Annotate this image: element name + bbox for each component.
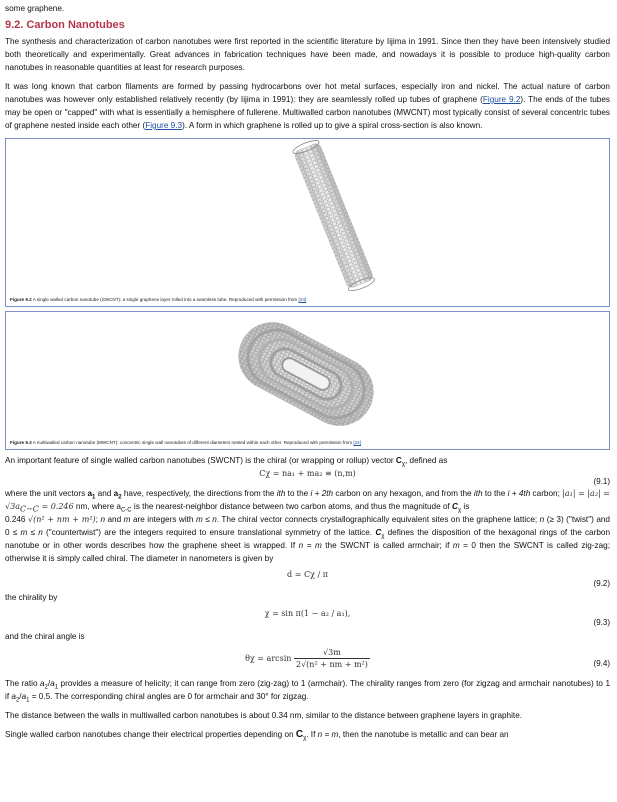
equation-9-2 — [5, 565, 610, 591]
text-run: carbon; — [530, 489, 563, 498]
top-text: some graphene. — [5, 4, 65, 13]
text-run: ith — [473, 489, 483, 498]
fraction — [294, 647, 370, 670]
text-run: and — [95, 489, 114, 498]
paragraph-filaments — [5, 80, 610, 132]
figure-mwcnt — [5, 311, 610, 450]
text-run: ). The ends of the tubes may be open or "capped" with what is essentially a hemisphere of fullerene. Multiwalled carbon nanotubes (MWCNT) most typically consist of several concentric tubes of graphene nested inside each other ( — [5, 95, 610, 130]
subscript: χ — [303, 735, 307, 742]
subscript: 2 — [15, 697, 20, 704]
text-run: and — [105, 515, 124, 524]
math-inline: √(n² + nm + m²) — [28, 515, 96, 524]
text-run: Single walled carbon nanotubes change their electrical properties depending on — [5, 730, 296, 739]
equation-number: (9.3) — [593, 618, 610, 627]
math-inline: = 0.246 — [38, 502, 74, 511]
text-run: It was long known that carbon filaments are formed by passing hydrocarbons over hot metal surfaces, especially iron and nickel. The actual nature of carbon nanotubes was however only established relatively recently (by Iijima in 1991): they are seamlessly rolled up tubes of graphene ( — [5, 82, 610, 104]
chiral-vector-symbol: C — [452, 502, 458, 511]
text-run: . The chiral vector connects crystallographically equivalent sites on the graphene lattice; — [216, 515, 540, 524]
figure-9-2-link[interactable]: Figure 9.2 — [482, 95, 521, 104]
caption-text: A multiwalled carbon nanotube (MWCNT): concentric single wall nanotubes of different diameters nested within each other. Reproduced with permission from — [31, 440, 354, 445]
text-run: carbon on any hexagon, and from the — [333, 489, 474, 498]
paragraph-electrical — [5, 728, 610, 741]
figure-9-2-caption — [10, 297, 306, 303]
mwcnt-illustration — [6, 312, 609, 447]
equation-number: (9.1) — [593, 477, 610, 486]
text-run: i + 4th — [507, 489, 531, 498]
equation-number: (9.4) — [593, 659, 610, 668]
text-run: where the unit vectors — [5, 489, 88, 498]
paragraph-chirality: the chirality by — [5, 593, 58, 602]
equation-9-1 — [5, 467, 610, 487]
equation-lhs: θχ = arcsin — [245, 654, 292, 663]
paragraph-helicity — [5, 677, 610, 703]
var-a: a — [39, 679, 45, 688]
paragraph-chiral-vector — [5, 454, 610, 467]
text-run: / — [47, 679, 51, 688]
chiral-vector-symbol: C — [395, 456, 402, 465]
var-n: n — [38, 528, 43, 537]
text-run: ; — [95, 515, 101, 524]
text-run: is the nearest-neighbor distance between two carbon atoms, and thus the magnitude of — [131, 502, 453, 511]
text-run: are integers with — [130, 515, 196, 524]
subscript: 1 — [54, 684, 59, 691]
var-a: a — [21, 692, 27, 701]
text-run: / — [19, 692, 22, 701]
equation-text: Cχ = na₁ + ma₂ ≡ (n,m) — [259, 469, 356, 478]
figure-9-3-caption — [10, 440, 361, 446]
paragraph-intro: The synthesis and characterization of carbon nanotubes were first reported in the scientific literature by Iijima in 1991. Since then they have been intensively studied both theoretically and experimentally. Great advances in fabrication techniques have been made, and nowadays it is possible to produce high-quality carbon nanotubes in reasonable quantities at least for research purposes. — [5, 37, 610, 72]
subscript: C−C — [19, 504, 39, 514]
text-run: . If — [306, 730, 318, 739]
subscript: χ — [401, 461, 405, 468]
var-m: m — [452, 541, 460, 550]
text-run: provides a measure of helicity; it can range from zero (zig-zag) to 1 (armchair). The chirality ranges from zero (for zigzag and armchair nanotubes) to 1 if — [5, 679, 610, 701]
text-run: i + 2th — [310, 489, 334, 498]
var-m: m — [123, 515, 131, 524]
vector-a1: a — [87, 489, 93, 498]
fraction-numerator: √3m — [294, 647, 370, 659]
equation-text: χ = sin π(1 − a₂ / a₁), — [264, 609, 351, 618]
text-run: ). A form in which graphene is rolled up to give a spiral cross-section is also known. — [182, 121, 483, 130]
swcnt-illustration — [6, 139, 609, 304]
subscript: 1 — [26, 697, 30, 704]
text-run: is — [461, 502, 470, 511]
subscript: χ — [457, 507, 462, 514]
math-inline: n = m — [317, 730, 339, 739]
text-run: An important feature of single walled carbon nanotubes (SWCNT) is the chiral (or wrapping or rollup) vector — [5, 456, 396, 465]
var-a: a — [50, 679, 55, 688]
figure-label: Figure 9.3 — [10, 440, 32, 445]
text-run: ≤ — [27, 528, 39, 537]
text-run: (≥ 3) ("twist") and 0 ≤ — [5, 515, 610, 537]
paragraph-wall-distance: The distance between the walls in multiwalled carbon nanotubes is about 0.34 nm, similar to the distance between graphene layers in graphite. — [5, 711, 523, 720]
subscript: 2 — [118, 494, 122, 501]
text-run: ("countertwist") are the integers required to ensure translational symmetry of the lattice. — [42, 528, 376, 537]
reference-link[interactable]: [24] — [353, 440, 362, 445]
subscript: C-C — [120, 507, 132, 514]
vector-a2: a — [113, 489, 119, 498]
chiral-vector-symbol: C — [375, 528, 382, 537]
fraction-denominator: 2√(n² + nm + m²) — [295, 660, 368, 669]
paragraph-chiral-angle: and the chiral angle is — [5, 632, 85, 641]
var-a: a — [11, 692, 16, 701]
text-run: = 0.5. The corresponding chiral angles are 0 for armchair and 30° for zigzag. — [29, 692, 309, 701]
text-run: 0.246 — [5, 515, 26, 524]
text-run: , defined as — [404, 456, 448, 465]
figure-label: Figure 9.2 — [10, 297, 32, 302]
equation-text: d = Cχ / π — [287, 570, 328, 579]
text-run: The ratio — [5, 679, 40, 688]
figure-9-3-link[interactable]: Figure 9.3 — [145, 121, 183, 130]
text-run: the SWCNT is called armchair; if — [321, 541, 453, 550]
text-run: ith — [276, 489, 286, 498]
math-inline: |a₁| = |a₂| = √3a — [5, 489, 610, 511]
equation-9-3 — [5, 604, 610, 630]
var-n: n — [539, 515, 545, 524]
text-run: have, respectively, the directions from the — [121, 489, 277, 498]
caption-text: A single walled carbon nanotube (SWCNT): a single graphene layer rolled into a seamless tube. Reproduced with permission from — [31, 297, 299, 302]
equation-9-4 — [5, 643, 610, 677]
subscript: 1 — [92, 494, 96, 501]
text-run: nm, where a — [73, 502, 121, 511]
math-inline: n = m — [298, 541, 322, 550]
page — [5, 2, 610, 741]
section-title: 9.2. Carbon Nanotubes — [5, 19, 125, 31]
text-run: = 0 then the SWCNT is called zig-zag; otherwise it is simply called chiral. The diameter in nanometers is given by — [5, 541, 610, 563]
figure-swcnt — [5, 138, 610, 307]
reference-link[interactable]: [24] — [298, 297, 307, 302]
var-m: m — [20, 528, 28, 537]
text-run: to the — [285, 489, 311, 498]
text-run: , then the nanotube is metallic and can bear an — [338, 730, 509, 739]
subscript: χ — [381, 533, 385, 540]
var-n: n — [100, 515, 105, 524]
text-run: to the — [482, 489, 508, 498]
subscript: 2 — [44, 684, 48, 691]
text-run: defines the disposition of the hexagonal rings of the carbon nanotube or in other words describes how the graphene sheet is wrapped. If — [5, 528, 610, 550]
chiral-vector-symbol: C — [295, 729, 304, 740]
equation-number: (9.2) — [593, 579, 610, 588]
paragraph-unit-vectors — [5, 487, 610, 565]
equation-fraction — [5, 647, 610, 670]
math-inline: m ≤ n — [195, 515, 217, 524]
